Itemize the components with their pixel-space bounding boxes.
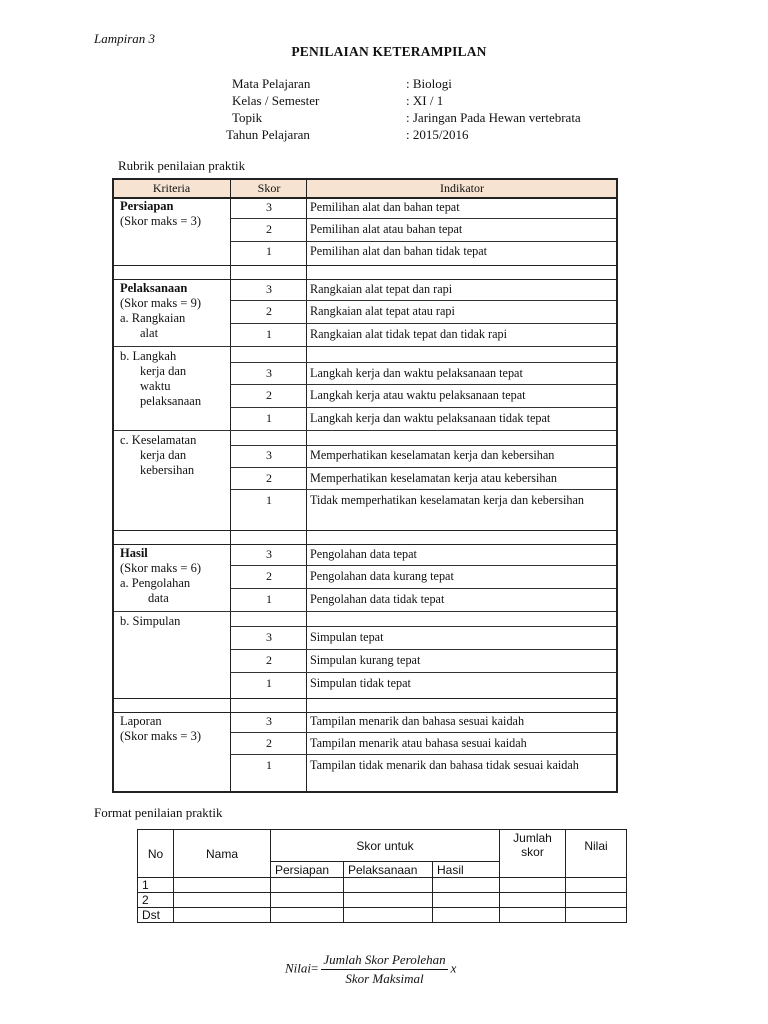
indicator-cell: Simpulan kurang tepat — [310, 653, 421, 667]
formula-lhs: Nilai — [285, 960, 312, 976]
header-hasil: Hasil — [433, 862, 500, 878]
score-formula — [285, 952, 456, 987]
empty-cell — [271, 908, 344, 923]
score-cell: 2 — [266, 304, 272, 318]
row-divider — [230, 407, 616, 408]
document-title: PENILAIAN KETERAMPILAN — [291, 44, 487, 59]
row-divider — [230, 362, 616, 363]
rubric-header-row — [114, 180, 616, 199]
formula-equals: = — [311, 960, 319, 976]
criteria-laporan: Laporan — [120, 714, 162, 728]
score-cell: 1 — [266, 411, 272, 425]
row-divider — [230, 732, 616, 733]
empty-cell — [433, 878, 500, 893]
empty-cell — [433, 908, 500, 923]
score-cell: 3 — [266, 547, 272, 561]
empty-cell — [344, 908, 433, 923]
row-number: Dst — [138, 908, 174, 923]
indicator-cell: Rangkaian alat tepat dan rapi — [310, 282, 453, 296]
subsection-divider — [114, 430, 616, 431]
indicator-cell: Pengolahan data tidak tepat — [310, 592, 445, 606]
criteria-langkah-cont: waktu — [140, 379, 171, 393]
row-divider — [230, 588, 616, 589]
empty-cell — [271, 893, 344, 908]
score-cell: 1 — [266, 493, 272, 507]
rubric-table — [112, 178, 618, 793]
meta-label-class: Kelas / Semester — [232, 93, 320, 108]
row-divider — [230, 300, 616, 301]
section-separator — [114, 530, 616, 545]
score-cell: 2 — [266, 471, 272, 485]
indicator-cell: Pengolahan data kurang tepat — [310, 569, 454, 583]
criteria-pengolahan-cont: data — [148, 591, 169, 605]
empty-cell — [566, 878, 627, 893]
indicator-cell: Tampilan menarik dan bahasa sesuai kaidah — [310, 714, 525, 728]
indicator-cell: Pemilihan alat atau bahan tepat — [310, 222, 463, 236]
score-cell: 2 — [266, 569, 272, 583]
criteria-langkah-cont: kerja dan — [140, 364, 187, 378]
score-cell: 3 — [266, 200, 272, 214]
score-cell: 1 — [266, 676, 272, 690]
score-cell: 1 — [266, 244, 272, 258]
header-pelaksanaan: Pelaksanaan — [344, 862, 433, 878]
criteria-simpulan: b. Simpulan — [120, 614, 181, 628]
meta-value-class: : XI / 1 — [406, 93, 444, 108]
formula-numerator: Jumlah Skor Perolehan — [321, 952, 447, 970]
score-cell: 2 — [266, 222, 272, 236]
header-indikator: Indikator — [440, 181, 484, 195]
indicator-cell: Rangkaian alat tepat atau rapi — [310, 304, 455, 318]
criteria-pengolahan: a. Pengolahan — [120, 576, 191, 590]
table-row — [138, 878, 627, 893]
score-cell: 1 — [266, 327, 272, 341]
row-divider — [230, 241, 616, 242]
meta-value-year: : 2015/2016 — [406, 127, 469, 142]
score-cell: 3 — [266, 282, 272, 296]
section-separator — [114, 698, 616, 713]
header-kriteria: Kriteria — [152, 181, 191, 195]
row-divider — [230, 467, 616, 468]
row-divider — [230, 489, 616, 490]
section-separator — [114, 265, 616, 280]
score-cell: 3 — [266, 366, 272, 380]
row-divider — [230, 626, 616, 627]
indicator-cell: Simpulan tepat — [310, 630, 384, 644]
indicator-cell: Langkah kerja dan waktu pelaksanaan tidak tepat — [310, 411, 551, 425]
formula-suffix: x — [450, 960, 457, 976]
header-nama: Nama — [174, 830, 271, 878]
table-row — [138, 893, 627, 908]
score-cell: 1 — [266, 758, 272, 772]
row-number: 2 — [138, 893, 174, 908]
formula-fraction — [321, 952, 447, 987]
criteria-pelaksanaan: Pelaksanaan — [120, 281, 188, 295]
header-jumlah-skor: Jumlah skor — [500, 830, 566, 878]
row-divider — [230, 649, 616, 650]
indicator-cell: Pengolahan data tepat — [310, 547, 417, 561]
meta-value-topic: : Jaringan Pada Hewan vertebrata — [406, 110, 581, 125]
indicator-cell: Tampilan tidak menarik dan bahasa tidak sesuai kaidah — [310, 758, 579, 772]
score-cell: 3 — [266, 714, 272, 728]
indicator-cell: Pemilihan alat dan bahan tepat — [310, 200, 460, 214]
empty-cell — [174, 908, 271, 923]
criteria-hasil-max: (Skor maks = 6) — [120, 561, 201, 575]
empty-cell — [174, 878, 271, 893]
row-number: 1 — [138, 878, 174, 893]
criteria-hasil: Hasil — [120, 546, 148, 560]
header-skor-untuk: Skor untuk — [271, 830, 500, 862]
row-divider — [230, 218, 616, 219]
score-cell: 1 — [266, 592, 272, 606]
meta-label-year: Tahun Pelajaran — [226, 127, 310, 142]
header-no: No — [138, 830, 174, 878]
rubric-caption: Rubrik penilaian praktik — [118, 158, 246, 173]
criteria-laporan-max: (Skor maks = 3) — [120, 729, 201, 743]
criteria-langkah: b. Langkah — [120, 349, 177, 363]
empty-cell — [500, 908, 566, 923]
indicator-cell: Langkah kerja dan waktu pelaksanaan tepat — [310, 366, 523, 380]
score-cell: 2 — [266, 653, 272, 667]
empty-cell — [344, 878, 433, 893]
row-divider — [230, 384, 616, 385]
empty-cell — [500, 878, 566, 893]
indicator-cell: Memperhatikan keselamatan kerja dan kebersihan — [310, 448, 555, 462]
criteria-persiapan: Persiapan — [120, 199, 174, 213]
empty-cell — [566, 893, 627, 908]
criteria-pelaksanaan-max: (Skor maks = 9) — [120, 296, 201, 310]
indicator-cell: Rangkaian alat tidak tepat dan tidak rapi — [310, 327, 507, 341]
indicator-cell: Tampilan menarik atau bahasa sesuai kaidah — [310, 736, 527, 750]
row-divider — [230, 672, 616, 673]
header-nilai: Nilai — [566, 830, 627, 878]
row-divider — [230, 565, 616, 566]
format-caption: Format penilaian praktik — [94, 805, 223, 820]
format-table — [137, 829, 627, 923]
indicator-cell: Tidak memperhatikan keselamatan kerja dan kebersihan — [310, 493, 585, 507]
row-divider — [230, 754, 616, 755]
meta-label-topic: Topik — [232, 110, 263, 125]
empty-cell — [500, 893, 566, 908]
criteria-langkah-cont: pelaksanaan — [140, 394, 202, 408]
criteria-keselamatan: c. Keselamatan — [120, 433, 197, 447]
empty-cell — [433, 893, 500, 908]
score-cell: 2 — [266, 388, 272, 402]
attachment-label: Lampiran 3 — [94, 31, 156, 46]
score-cell: 2 — [266, 736, 272, 750]
empty-cell — [566, 908, 627, 923]
header-persiapan: Persiapan — [271, 862, 344, 878]
meta-value-subject: : Biologi — [406, 76, 452, 91]
criteria-persiapan-max: (Skor maks = 3) — [120, 214, 201, 228]
meta-label-subject: Mata Pelajaran — [232, 76, 311, 91]
criteria-keselamatan-cont: kebersihan — [140, 463, 195, 477]
row-divider — [230, 445, 616, 446]
indicator-cell: Simpulan tidak tepat — [310, 676, 411, 690]
formula-denominator: Skor Maksimal — [345, 971, 424, 986]
criteria-rangkaian-cont: alat — [140, 326, 159, 340]
subsection-divider — [114, 346, 616, 347]
indicator-cell: Memperhatikan keselamatan kerja atau kebersihan — [310, 471, 558, 485]
subsection-divider — [114, 611, 616, 612]
indicator-cell: Langkah kerja atau waktu pelaksanaan tepat — [310, 388, 526, 402]
score-cell: 3 — [266, 630, 272, 644]
score-cell: 3 — [266, 448, 272, 462]
criteria-keselamatan-cont: kerja dan — [140, 448, 187, 462]
indicator-cell: Pemilihan alat dan bahan tidak tepat — [310, 244, 487, 258]
table-row — [138, 908, 627, 923]
criteria-rangkaian: a. Rangkaian — [120, 311, 186, 325]
header-skor: Skor — [257, 181, 281, 195]
empty-cell — [174, 893, 271, 908]
row-divider — [230, 323, 616, 324]
empty-cell — [344, 893, 433, 908]
empty-cell — [271, 878, 344, 893]
